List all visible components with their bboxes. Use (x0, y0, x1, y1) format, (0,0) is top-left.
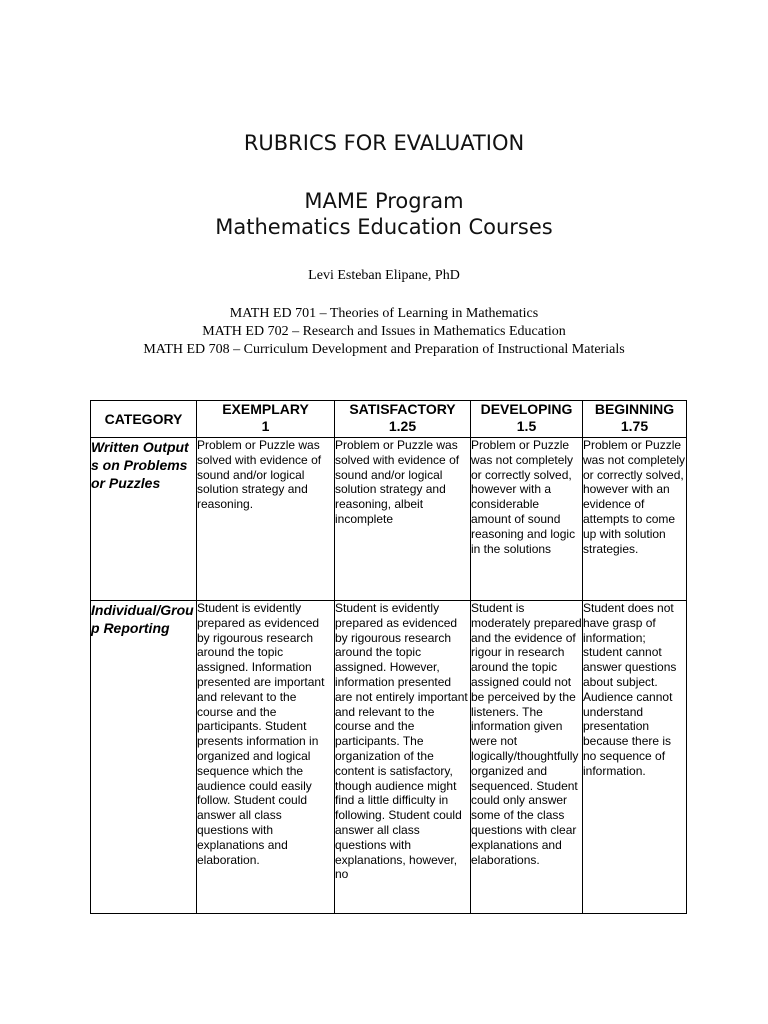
rubric-table (90, 400, 687, 914)
table-cell: Problem or Puzzle was not completely or correctly solved, however with an evidence of attempts to come up with solution strategies. (583, 438, 687, 601)
courses-heading: Mathematics Education Courses (215, 215, 553, 239)
cell-text: Student is evidently prepared as evidenced by rigourous research around the topic assigned. However, information presented are not entirely important and relevant to the course and the participants. The organization of the content is satisfactory, though audience might find a little difficulty in following. Student could answer all class questions with explanations, however, no (335, 601, 468, 882)
column-header-label: CATEGORY (104, 410, 183, 427)
column-header-label: EXEMPLARY (222, 401, 309, 417)
row-category: Individual/Group Reporting (91, 601, 197, 914)
table-cell: Problem or Puzzle was not completely or correctly solved, however with a considerable amount of sound reasoning and logic in the solutions (471, 438, 583, 601)
column-header-label: BEGINNING (594, 401, 675, 417)
column-header-label: SATISFACTORY (349, 401, 456, 417)
column-header-category (91, 401, 197, 438)
table-cell (335, 601, 471, 914)
course-line: MATH ED 708 – Curriculum Development and Preparation of Instructional Materials (143, 342, 625, 357)
column-header-exemplary (197, 401, 335, 438)
cell-text: Student is moderately prepared and the evidence of rigour in research around the topic assigned could not be perceived by the listeners. The information given were not logically/thoughtfully organized and sequenced. Student could only answer some of the class questions with clear explanations and elaborations. (471, 601, 582, 867)
table-cell (471, 601, 583, 914)
table-row (91, 601, 687, 914)
table-header-row (91, 401, 687, 438)
document-title: RUBRICS FOR EVALUATION (243, 131, 525, 155)
column-header-score: 1.25 (388, 418, 417, 434)
table-cell (197, 601, 335, 914)
column-header-score: 1 (261, 418, 270, 434)
course-line: MATH ED 701 – Theories of Learning in Mathematics (229, 306, 539, 321)
column-header-satisfactory (335, 401, 471, 438)
table-cell: Problem or Puzzle was solved with evidence of sound and/or logical solution strategy and reasoning. (197, 438, 335, 601)
row-category: Written Outputs on Problems or Puzzles (91, 438, 197, 601)
course-line: MATH ED 702 – Research and Issues in Mathematics Education (202, 324, 566, 339)
cell-text: Student is evidently prepared as evidenced by rigourous research around the topic assigned. Information presented are important and relevant to the course and the participants. Student presents information in organized and logical sequence which the audience could easily follow. Student could answer all class questions with explanations and elaboration. (197, 601, 325, 867)
column-header-label: DEVELOPING (480, 401, 573, 417)
column-header-beginning (583, 401, 687, 438)
program-title: MAME Program (304, 189, 464, 213)
cell-text: Student does not have grasp of information; student cannot answer questions about subject. Audience cannot understand presentation because there is no sequence of information. (583, 601, 677, 778)
column-header-score: 1.5 (516, 418, 537, 434)
author-name: Levi Esteban Elipane, PhD (308, 268, 460, 283)
table-cell: Problem or Puzzle was solved with evidence of sound and/or logical solution strategy and reasoning, albeit incomplete (335, 438, 471, 601)
column-header-developing (471, 401, 583, 438)
column-header-score: 1.75 (620, 418, 649, 434)
table-row (91, 438, 687, 601)
table-cell (583, 601, 687, 914)
